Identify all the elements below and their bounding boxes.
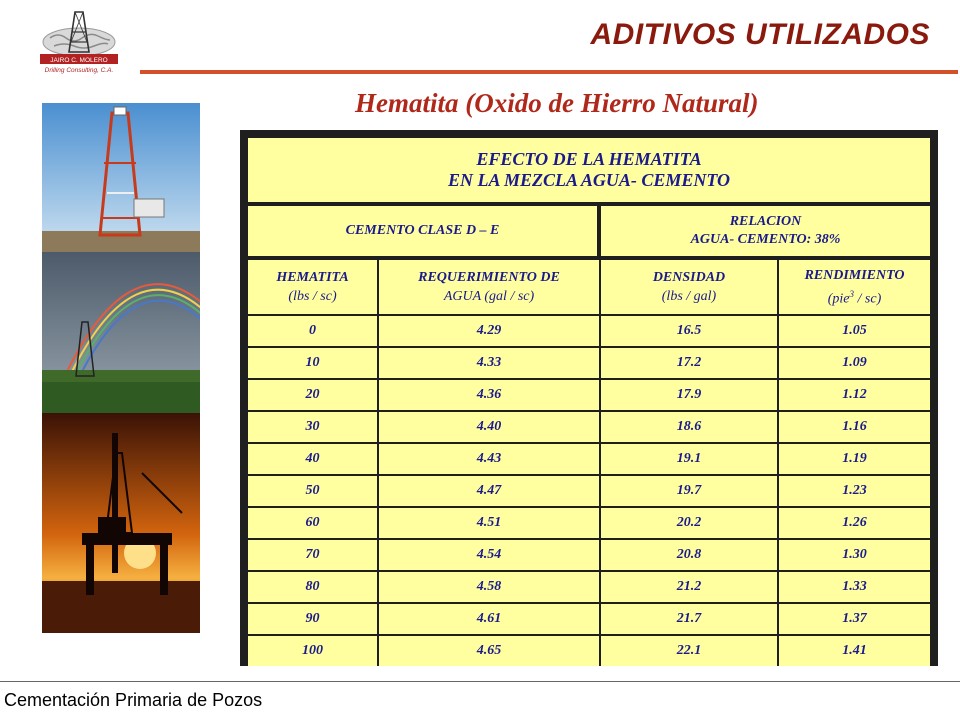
density-cell: 20.2 (601, 508, 779, 540)
column-unit-yield (779, 285, 930, 309)
hematite-cell: 20 (248, 380, 379, 412)
column-header-water (379, 260, 601, 316)
water-cell: 4.29 (379, 316, 601, 348)
water-cell: 4.43 (379, 444, 601, 476)
table-row (248, 604, 930, 636)
water-cell: 4.51 (379, 508, 601, 540)
column-label-water: REQUERIMIENTO DE (418, 270, 560, 285)
column-unit-water: AGUA (gal / sc) (443, 289, 535, 304)
table-row (248, 540, 930, 572)
rig-with-rainbow-photo-icon (42, 252, 200, 413)
yield-cell: 1.23 (779, 476, 930, 508)
cement-class-header: CEMENTO CLASE D – E (248, 206, 601, 260)
density-cell: 19.7 (601, 476, 779, 508)
water-cell: 4.54 (379, 540, 601, 572)
yield-cell: 1.30 (779, 540, 930, 572)
hematite-cell: 0 (248, 316, 379, 348)
table-row (248, 508, 930, 540)
table-title (248, 138, 930, 206)
yield-cell: 1.33 (779, 572, 930, 604)
density-cell: 17.9 (601, 380, 779, 412)
slide-subtitle: Hematita (Oxido de Hierro Natural) (355, 88, 759, 118)
hematite-cell: 70 (248, 540, 379, 572)
water-cell: 4.40 (379, 412, 601, 444)
water-cell: 4.47 (379, 476, 601, 508)
table-title-line2: EN LA MEZCLA AGUA- CEMENTO (447, 170, 731, 190)
water-cell: 4.36 (379, 380, 601, 412)
hematite-effect-table (248, 138, 930, 666)
company-logo (36, 8, 122, 74)
ratio-line1: RELACION (729, 214, 802, 229)
column-label-density: DENSIDAD (652, 270, 726, 285)
land-drilling-rig-photo-icon (42, 103, 200, 252)
title-rule (140, 70, 958, 74)
table-row (248, 572, 930, 604)
water-cement-ratio-header (601, 206, 930, 260)
footer-rule (0, 681, 960, 682)
water-cell: 4.58 (379, 572, 601, 604)
hematite-cell: 90 (248, 604, 379, 636)
density-cell: 18.6 (601, 412, 779, 444)
yield-cell: 1.19 (779, 444, 930, 476)
density-cell: 21.7 (601, 604, 779, 636)
column-label-yield: RENDIMIENTO (804, 267, 905, 283)
table-row (248, 412, 930, 444)
density-cell: 17.2 (601, 348, 779, 380)
logo-line2: Drilling Consulting, C.A. (44, 67, 114, 74)
hematite-cell: 80 (248, 572, 379, 604)
yield-cell: 1.41 (779, 636, 930, 666)
yield-cell: 1.09 (779, 348, 930, 380)
ratio-line2: AGUA- CEMENTO: 38% (690, 232, 841, 247)
density-cell: 19.1 (601, 444, 779, 476)
table-row (248, 476, 930, 508)
yield-unit-pre: (pie (827, 291, 850, 307)
density-cell: 16.5 (601, 316, 779, 348)
yield-cell: 1.16 (779, 412, 930, 444)
density-cell: 20.8 (601, 540, 779, 572)
logo-line1: JAIRO C. MOLERO (50, 57, 108, 64)
hematite-cell: 60 (248, 508, 379, 540)
density-cell: 21.2 (601, 572, 779, 604)
water-cell: 4.33 (379, 348, 601, 380)
yield-cell: 1.26 (779, 508, 930, 540)
table-row (248, 348, 930, 380)
table-row (248, 316, 930, 348)
photo-strip (42, 103, 200, 633)
derrick-globe-logo-icon (36, 8, 122, 74)
column-label-hematite: HEMATITA (276, 270, 349, 285)
footer-text: Cementación Primaria de Pozos (4, 690, 263, 710)
column-header-hematite (248, 260, 379, 316)
table-title-line1: EFECTO DE LA HEMATITA (476, 149, 702, 169)
table-row (248, 380, 930, 412)
hematite-table-frame (240, 130, 938, 666)
table-row (248, 444, 930, 476)
density-cell: 22.1 (601, 636, 779, 666)
yield-unit-sup: 3 (849, 288, 855, 299)
column-header-density (601, 260, 779, 316)
hematite-cell: 100 (248, 636, 379, 666)
yield-cell: 1.37 (779, 604, 930, 636)
column-header-yield (779, 260, 930, 316)
hematite-cell: 30 (248, 412, 379, 444)
yield-cell: 1.05 (779, 316, 930, 348)
column-unit-hematite: (lbs / sc) (288, 289, 337, 304)
offshore-rig-sunset-photo-icon (42, 413, 200, 633)
column-unit-density: (lbs / gal) (661, 289, 717, 304)
hematite-cell: 40 (248, 444, 379, 476)
water-cell: 4.65 (379, 636, 601, 666)
yield-unit-post: / sc) (854, 291, 882, 307)
water-cell: 4.61 (379, 604, 601, 636)
hematite-cell: 50 (248, 476, 379, 508)
table-row (248, 636, 930, 666)
yield-cell: 1.12 (779, 380, 930, 412)
hematite-cell: 10 (248, 348, 379, 380)
slide-title: ADITIVOS UTILIZADOS (590, 18, 930, 51)
